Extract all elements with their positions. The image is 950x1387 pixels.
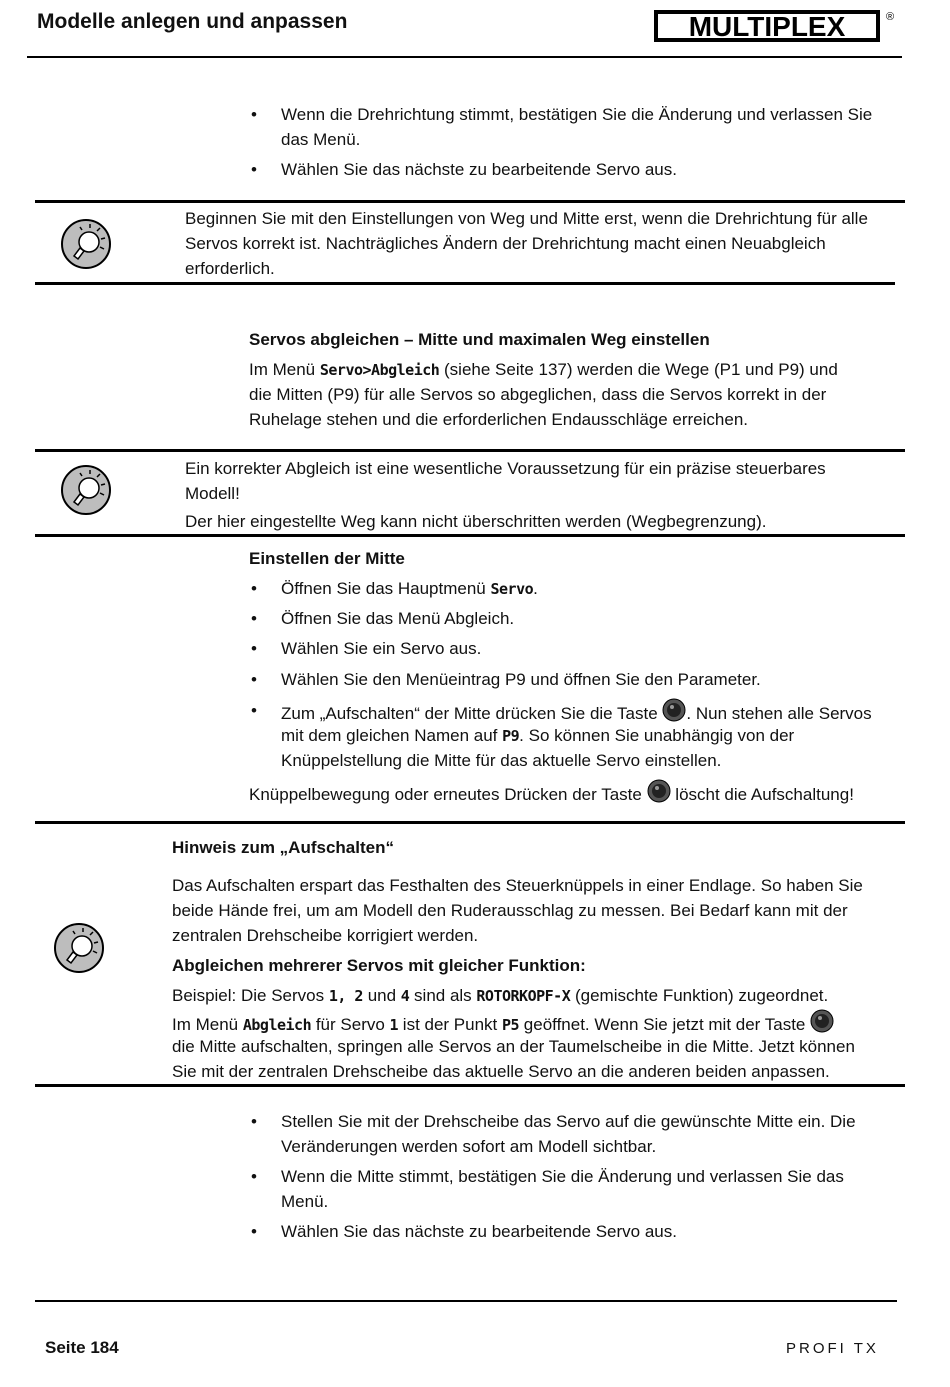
svg-text:®: ® bbox=[886, 11, 895, 23]
list-item: Wenn die Mitte stimmt, bestätigen Sie die Änderung und verlassen Sie das bbox=[281, 1167, 844, 1186]
bullet-dot: • bbox=[251, 579, 257, 598]
tip-text: zentralen Drehscheibe korrigiert werden. bbox=[172, 926, 479, 945]
tip-subheading: Abgleichen mehrerer Servos mit gleicher Funktion: bbox=[172, 956, 586, 975]
bullet-dot: • bbox=[251, 1167, 257, 1186]
list-item-continuation: Veränderungen werden sofort am Modell sichtbar. bbox=[281, 1137, 657, 1156]
bullet-dot: • bbox=[251, 160, 257, 179]
bullet-dot: • bbox=[251, 1222, 257, 1241]
logo-text: MULTIPLEX bbox=[688, 11, 846, 42]
multiplex-logo bbox=[652, 6, 896, 46]
list-item: Wählen Sie das nächste zu bearbeitende Servo aus. bbox=[281, 160, 677, 179]
tip-text: Ein korrekter Abgleich ist eine wesentliche Voraussetzung für ein präzise steuerbares bbox=[185, 459, 826, 478]
bullet-dot: • bbox=[251, 639, 257, 658]
tip-text: Beispiel: Die Servos 1, 2 und 4 sind als ROTORKOPF-X (gemischte Funktion) zugeordnet. bbox=[172, 986, 829, 1005]
list-item: Wählen Sie ein Servo aus. bbox=[281, 639, 482, 658]
footer-rule bbox=[35, 1300, 897, 1302]
tip-box-bottom-rule bbox=[35, 282, 895, 285]
tip-text: die Mitte aufschalten, springen alle Servos an der Taumelscheibe in die Mitte. Jetzt können bbox=[172, 1037, 855, 1056]
tip-box-top-rule bbox=[35, 821, 905, 824]
section-heading: Servos abgleichen – Mitte und maximalen Weg einstellen bbox=[249, 330, 710, 349]
lcd-servo-numbers: 1, 2 bbox=[328, 987, 363, 1005]
tip-box-bottom-rule bbox=[35, 1084, 905, 1087]
list-item: Wählen Sie den Menüeintrag P9 und öffnen Sie den Parameter. bbox=[281, 670, 761, 689]
tip-text: beide Hände frei, um am Modell den Ruderausschlag zu messen. Bei Bedarf kann mit der bbox=[172, 901, 848, 920]
bullet-dot: • bbox=[251, 609, 257, 628]
list-item: Zum „Aufschalten“ der Mitte drücken Sie die Taste . Nun stehen alle Servos bbox=[281, 698, 872, 726]
list-item: Wählen Sie das nächste zu bearbeitende Servo aus. bbox=[281, 1222, 677, 1241]
page-number: Seite 184 bbox=[45, 1338, 119, 1357]
tip-text: Beginnen Sie mit den Einstellungen von Weg und Mitte erst, wenn die Drehrichtung für alle bbox=[185, 209, 868, 228]
lcd-menu-name: Servo bbox=[490, 580, 534, 598]
tip-text: Servos korrekt ist. Nachträgliches Ändern der Drehrichtung macht einen Neuabgleich bbox=[185, 234, 826, 253]
list-item: Öffnen Sie das Menü Abgleich. bbox=[281, 609, 515, 628]
section-heading: Einstellen der Mitte bbox=[249, 549, 405, 568]
tip-text: Modell! bbox=[185, 484, 240, 503]
tip-text: Der hier eingestellte Weg kann nicht überschritten werden (Wegbegrenzung). bbox=[185, 512, 767, 531]
tip-text: Sie mit der zentralen Drehscheibe das aktuelle Servo an die anderen beiden anpassen. bbox=[172, 1062, 830, 1081]
center-button-icon bbox=[647, 779, 671, 803]
bullet-dot: • bbox=[251, 1112, 257, 1131]
center-button-icon bbox=[810, 1009, 834, 1033]
list-item: Wenn die Drehrichtung stimmt, bestätigen Sie die Änderung und verlassen Sie bbox=[281, 105, 873, 124]
paragraph-line: die Mitten (P9) für alle Servos so abgeglichen, dass die Servos korrekt in der bbox=[249, 385, 827, 404]
tip-text: Das Aufschalten erspart das Festhalten des Steuerknüppels in einer Endlage. So haben Sie bbox=[172, 876, 863, 895]
lightbulb-icon bbox=[60, 218, 112, 270]
lcd-param: P9 bbox=[502, 727, 520, 745]
lcd-function-name: ROTORKOPF-X bbox=[476, 987, 571, 1005]
lcd-param: P5 bbox=[502, 1016, 520, 1034]
tip-text: erforderlich. bbox=[185, 259, 275, 278]
center-button-icon bbox=[662, 698, 686, 722]
tip-box-top-rule bbox=[35, 200, 905, 203]
lcd-menu-path: Servo>Abgleich bbox=[319, 361, 440, 379]
list-item-continuation: das Menü. bbox=[281, 130, 361, 149]
tip-box-top-rule bbox=[35, 449, 905, 452]
tip-box-bottom-rule bbox=[35, 534, 905, 537]
list-item: Öffnen Sie das Hauptmenü Servo. bbox=[281, 579, 538, 598]
lightbulb-icon bbox=[53, 922, 105, 974]
header-rule bbox=[27, 56, 902, 58]
list-item: Stellen Sie mit der Drehscheibe das Servo auf die gewünschte Mitte ein. Die bbox=[281, 1112, 856, 1131]
list-item-continuation: Knüppelstellung die Mitte für das aktuelle Servo einstellen. bbox=[281, 751, 722, 770]
lcd-menu-name: Abgleich bbox=[242, 1016, 312, 1034]
paragraph-line: Ruhelage stehen und die erforderlichen Endausschläge erreichen. bbox=[249, 410, 749, 429]
lcd-servo-number: 1 bbox=[389, 1016, 399, 1034]
lightbulb-icon bbox=[60, 464, 112, 516]
list-item-continuation: mit dem gleichen Namen auf P9. So können Sie unabhängig von der bbox=[281, 726, 795, 745]
tip-heading: Hinweis zum „Aufschalten“ bbox=[172, 838, 394, 857]
bullet-dot: • bbox=[251, 701, 257, 720]
note-line: Knüppelbewegung oder erneutes Drücken der Taste löscht die Aufschaltung! bbox=[249, 779, 854, 807]
bullet-dot: • bbox=[251, 670, 257, 689]
page-header-title: Modelle anlegen und anpassen bbox=[37, 10, 348, 33]
bullet-dot: • bbox=[251, 105, 257, 124]
tip-text: Im Menü Abgleich für Servo 1 ist der Punkt P5 geöffnet. Wenn Sie jetzt mit der Taste bbox=[172, 1009, 834, 1038]
product-name: PROFI TX bbox=[786, 1340, 879, 1357]
list-item-continuation: Menü. bbox=[281, 1192, 329, 1211]
paragraph-line: Im Menü Servo>Abgleich (siehe Seite 137) werden die Wege (P1 und P9) und bbox=[249, 360, 838, 379]
lcd-servo-number: 4 bbox=[400, 987, 410, 1005]
